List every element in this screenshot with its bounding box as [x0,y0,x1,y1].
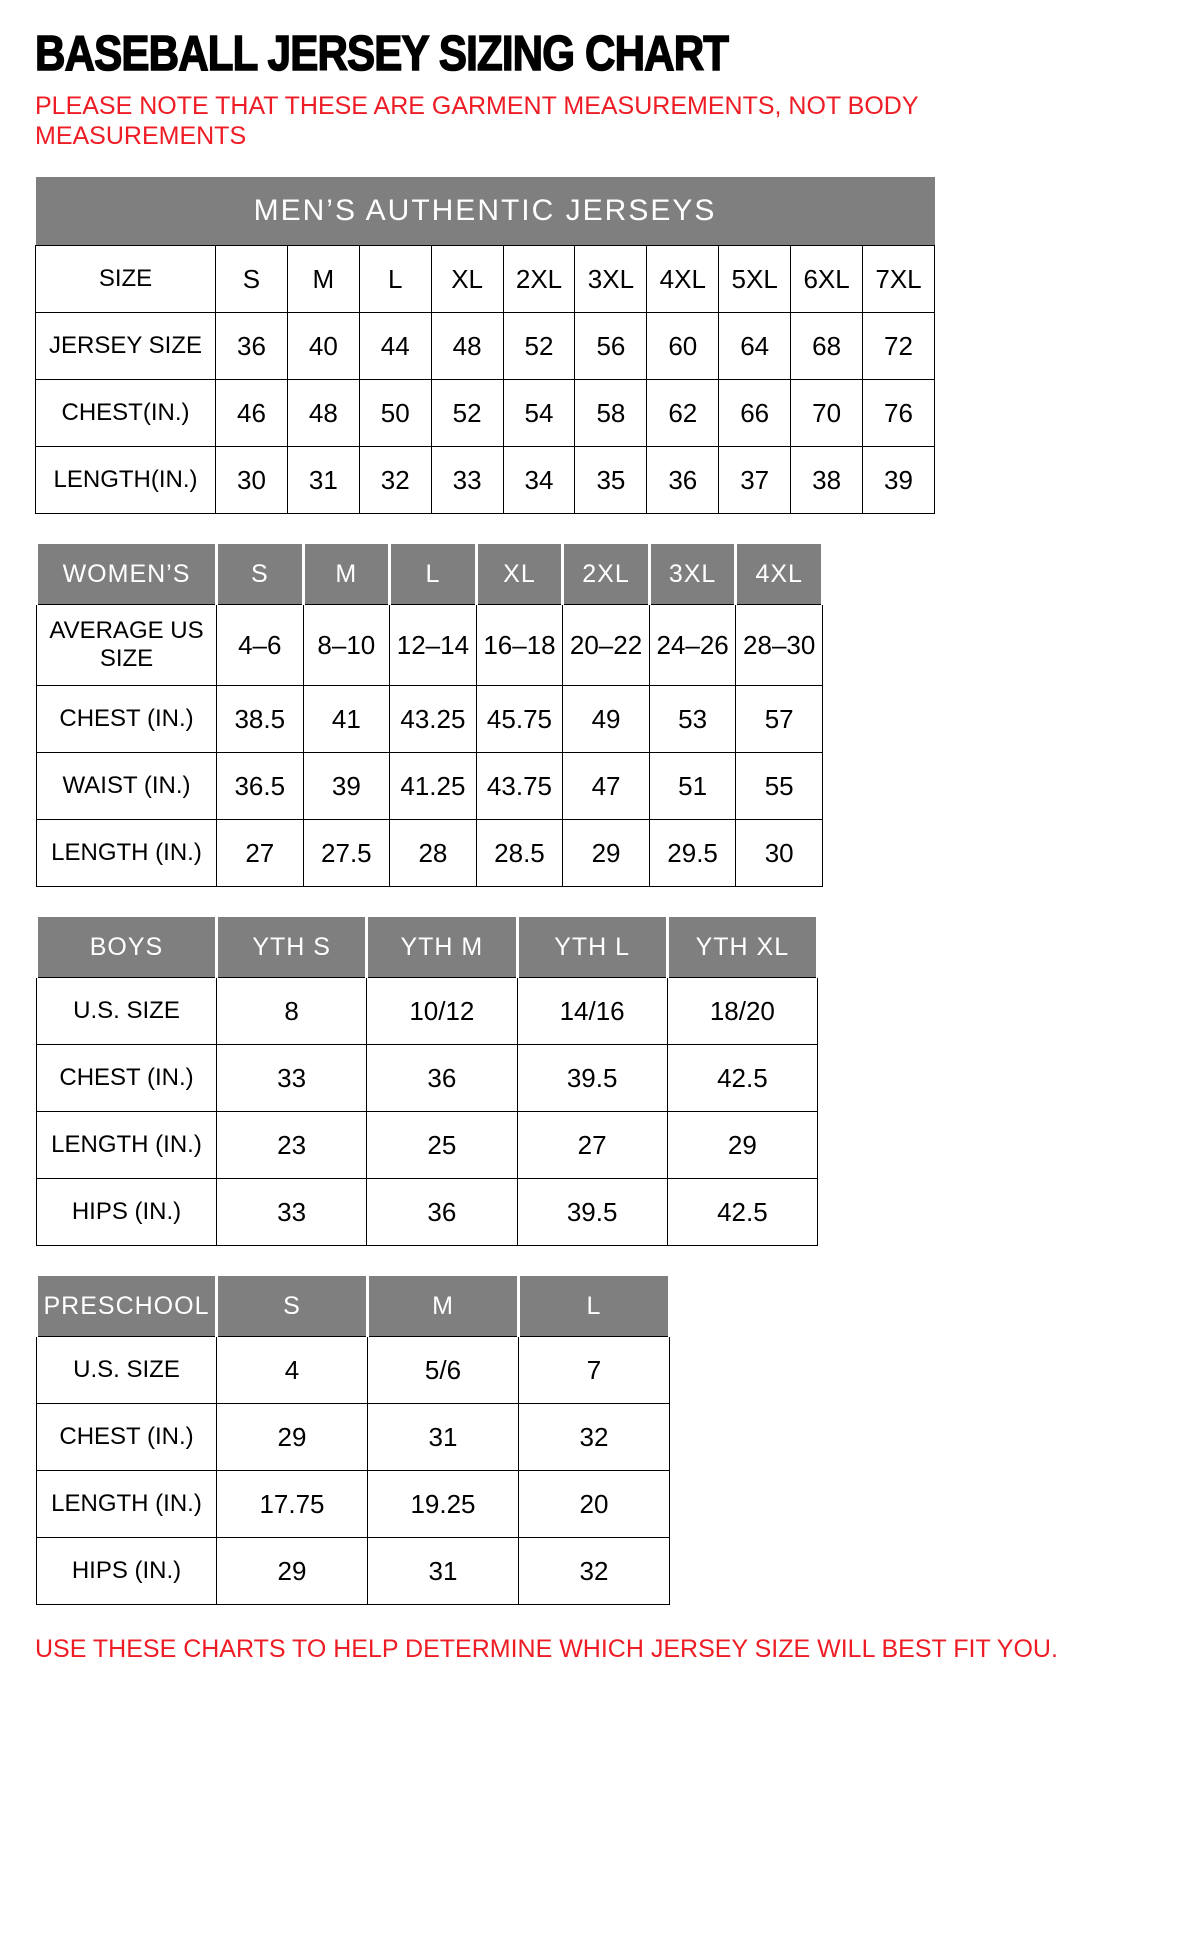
table-header-row [37,917,818,978]
boys-jerseys-table [35,917,819,1246]
cell: 19.25 [368,1471,519,1538]
cell: 46 [216,380,288,447]
column-header: M [368,1276,519,1337]
cell: 7 [519,1337,670,1404]
cell: 29 [667,1112,817,1179]
cell: 36 [367,1045,517,1112]
cell: 20–22 [563,605,650,686]
row-label: U.S. SIZE [37,1337,217,1404]
cell: 32 [359,447,431,514]
row-label: WAIST (IN.) [37,753,217,820]
cell: 52 [503,313,575,380]
cell: L [359,246,431,313]
column-header: YTH M [367,917,517,978]
cell: 7XL [863,246,935,313]
cell: XL [431,246,503,313]
row-label: LENGTH (IN.) [37,1112,217,1179]
cell: 38 [791,447,863,514]
column-header: YTH XL [667,917,817,978]
cell: 68 [791,313,863,380]
cell: 27 [517,1112,667,1179]
column-header: YTH S [217,917,367,978]
cell: 32 [519,1404,670,1471]
column-header: 4XL [736,544,823,605]
row-label: HIPS (IN.) [37,1179,217,1246]
row-label: CHEST (IN.) [37,1404,217,1471]
fit-advice-footer: USE THESE CHARTS TO HELP DETERMINE WHICH JERSEY SIZE WILL BEST FIT YOU. [35,1635,1058,1663]
cell: 27.5 [303,820,390,887]
cell: 32 [519,1538,670,1605]
cell: 43.25 [390,686,477,753]
row-label: AVERAGE US SIZE [37,605,217,686]
cell: 29 [563,820,650,887]
cell: 72 [863,313,935,380]
cell: 50 [359,380,431,447]
cell: 48 [287,380,359,447]
boys-table-banner: BOYS [37,917,217,978]
cell: 42.5 [667,1179,817,1246]
table-row [37,1045,818,1112]
table-row [37,820,823,887]
mens-table-banner: MEN’S AUTHENTIC JERSEYS [36,177,935,246]
row-label: LENGTH (IN.) [37,820,217,887]
cell: 40 [287,313,359,380]
cell: 23 [217,1112,367,1179]
cell: 28.5 [476,820,563,887]
row-label: SIZE [36,246,216,313]
cell: 55 [736,753,823,820]
cell: 33 [431,447,503,514]
cell: 25 [367,1112,517,1179]
cell: 28 [390,820,477,887]
table-row [36,447,935,514]
cell: 5XL [719,246,791,313]
cell: 4–6 [217,605,304,686]
cell: 30 [736,820,823,887]
cell: 34 [503,447,575,514]
cell: 36 [367,1179,517,1246]
cell: 20 [519,1471,670,1538]
row-label: LENGTH(IN.) [36,447,216,514]
cell: 54 [503,380,575,447]
row-label: CHEST(IN.) [36,380,216,447]
cell: 16–18 [476,605,563,686]
mens-jerseys-table [35,177,935,514]
cell: 60 [647,313,719,380]
row-label: HIPS (IN.) [37,1538,217,1605]
cell: 41 [303,686,390,753]
cell: 36 [216,313,288,380]
table-row [37,686,823,753]
table-row [37,1538,670,1605]
cell: 31 [368,1538,519,1605]
cell: 38.5 [217,686,304,753]
cell: 49 [563,686,650,753]
cell: 29 [217,1404,368,1471]
table-row [36,380,935,447]
cell: 28–30 [736,605,823,686]
cell: 30 [216,447,288,514]
column-header: L [390,544,477,605]
cell: 41.25 [390,753,477,820]
cell: 17.75 [217,1471,368,1538]
cell: 45.75 [476,686,563,753]
column-header: S [217,544,304,605]
page-title: BASEBALL JERSEY SIZING CHART [35,27,729,81]
cell: M [287,246,359,313]
cell: 6XL [791,246,863,313]
cell: 53 [649,686,736,753]
cell: 44 [359,313,431,380]
cell: 36 [647,447,719,514]
cell: 39 [863,447,935,514]
cell: 39 [303,753,390,820]
cell: 36.5 [217,753,304,820]
table-row [37,1337,670,1404]
preschool-table-banner: PRESCHOOL [37,1276,217,1337]
table-row [37,1471,670,1538]
cell: 42.5 [667,1045,817,1112]
cell: 27 [217,820,304,887]
column-header: S [217,1276,368,1337]
cell: 18/20 [667,978,817,1045]
cell: 52 [431,380,503,447]
cell: 37 [719,447,791,514]
cell: 35 [575,447,647,514]
cell: S [216,246,288,313]
table-row [36,246,935,313]
cell: 48 [431,313,503,380]
column-header: YTH L [517,917,667,978]
cell: 3XL [575,246,647,313]
row-label: CHEST (IN.) [37,1045,217,1112]
cell: 64 [719,313,791,380]
table-row [37,1179,818,1246]
preschool-jerseys-table [35,1276,671,1605]
table-row [37,605,823,686]
cell: 31 [368,1404,519,1471]
cell: 8 [217,978,367,1045]
column-header: L [519,1276,670,1337]
cell: 29.5 [649,820,736,887]
table-row [37,1404,670,1471]
table-header-row [37,544,823,605]
cell: 39.5 [517,1045,667,1112]
cell: 51 [649,753,736,820]
cell: 33 [217,1045,367,1112]
table-banner-row [36,177,935,246]
row-label: LENGTH (IN.) [37,1471,217,1538]
cell: 57 [736,686,823,753]
row-label: CHEST (IN.) [37,686,217,753]
cell: 8–10 [303,605,390,686]
womens-table-banner: WOMEN’S [37,544,217,605]
cell: 33 [217,1179,367,1246]
cell: 5/6 [368,1337,519,1404]
cell: 47 [563,753,650,820]
cell: 56 [575,313,647,380]
cell: 70 [791,380,863,447]
cell: 58 [575,380,647,447]
column-header: XL [476,544,563,605]
cell: 4 [217,1337,368,1404]
womens-jerseys-table [35,544,824,887]
cell: 62 [647,380,719,447]
column-header: M [303,544,390,605]
cell: 14/16 [517,978,667,1045]
garment-measurements-note: PLEASE NOTE THAT THESE ARE GARMENT MEASUREMENTS, NOT BODY MEASUREMENTS [35,92,919,150]
row-label: JERSEY SIZE [36,313,216,380]
cell: 66 [719,380,791,447]
cell: 12–14 [390,605,477,686]
cell: 4XL [647,246,719,313]
cell: 10/12 [367,978,517,1045]
column-header: 3XL [649,544,736,605]
cell: 29 [217,1538,368,1605]
column-header: 2XL [563,544,650,605]
table-header-row [37,1276,670,1337]
row-label: U.S. SIZE [37,978,217,1045]
cell: 39.5 [517,1179,667,1246]
cell: 31 [287,447,359,514]
table-row [36,313,935,380]
cell: 24–26 [649,605,736,686]
table-row [37,753,823,820]
cell: 76 [863,380,935,447]
table-row [37,1112,818,1179]
table-row [37,978,818,1045]
cell: 43.75 [476,753,563,820]
cell: 2XL [503,246,575,313]
